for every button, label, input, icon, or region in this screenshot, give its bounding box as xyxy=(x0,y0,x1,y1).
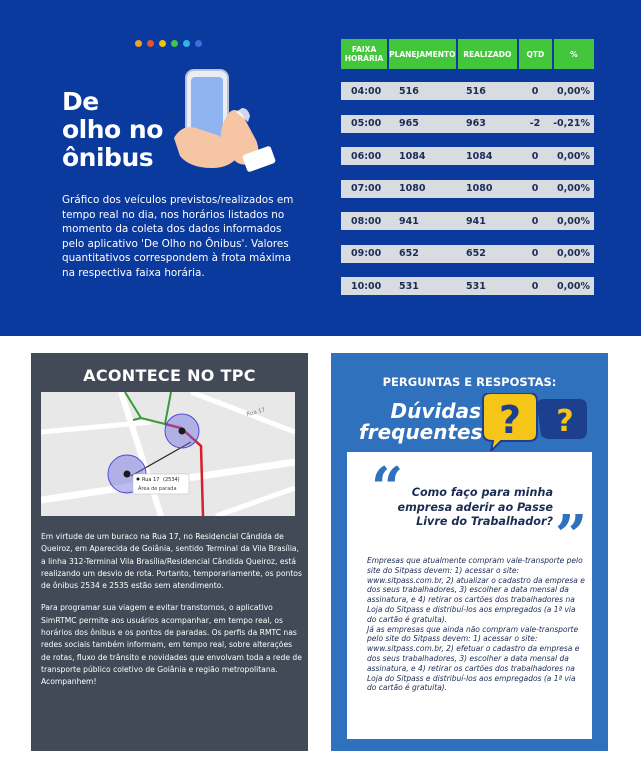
faq-answer-paragraph: Empresas que atualmente compram vale-transporte pelo site do Sitpass devem: 1) acessar o site: www.sitpass.com.br, 2) atualizar o cadastro da empresa e dos seus trabalhadores, 3) escolher a data mensal da assinatura, e 4) retirar os cartões dos trabalhadores na Loja do Sitpass e distribuí-los aos empregados (a 1ª via do cartão é gratuita). xyxy=(367,556,585,624)
title-line: ônibus xyxy=(62,143,154,172)
table-row xyxy=(341,212,594,230)
table-cell: 0,00% xyxy=(557,248,590,259)
map-popup-sub: Área de parada xyxy=(138,486,177,492)
table-cell: 965 xyxy=(399,118,419,129)
table-cell: 0,00% xyxy=(557,280,590,292)
table-cell: 0 xyxy=(531,85,539,97)
svg-text:?: ? xyxy=(556,404,574,439)
faq-title xyxy=(359,401,481,443)
table-row xyxy=(341,82,594,100)
dot-icon xyxy=(171,40,178,47)
table-cell: 0 xyxy=(531,215,539,227)
table-cell: 0,00% xyxy=(557,183,590,194)
table-cell: 963 xyxy=(466,118,486,129)
hand-phone-icon xyxy=(172,64,282,174)
title-line: De xyxy=(62,87,99,116)
table-cell: 08:00 xyxy=(351,215,382,227)
dot-icon xyxy=(135,40,142,47)
tpc-paragraph: Em virtude de um buraco na Rua 17, no Residencial Cândida de Queiroz, em Aparecida de Goiânia, sentido Terminal da Vila Brasília, a linha 312-Terminal Vila Brasília/Residencial Cândida Queiroz, está realizando um desvio de rota. Portanto, temporariamente, os pontos de ônibus 2534 e 2535 estão sem atendimento. xyxy=(41,532,302,591)
top-banner xyxy=(0,0,641,336)
table-cell: 652 xyxy=(399,248,419,259)
dot-icon xyxy=(159,40,166,47)
title-line: olho no xyxy=(62,115,163,144)
table-row xyxy=(341,277,594,295)
table-cell: 941 xyxy=(399,215,419,227)
faq-panel xyxy=(331,353,608,751)
table-row xyxy=(341,115,594,133)
column-header: % xyxy=(554,39,594,69)
table-cell: 06:00 xyxy=(351,150,382,162)
column-header: PLANEJAMENTO xyxy=(389,39,455,69)
table-cell: 05:00 xyxy=(351,118,382,129)
table-cell: 1084 xyxy=(466,150,493,162)
faq-title-line: Dúvidas xyxy=(390,399,481,423)
table-body xyxy=(341,82,594,295)
faq-kicker: PERGUNTAS E RESPOSTAS: xyxy=(382,375,557,389)
faq-answer xyxy=(367,556,585,693)
map-popup-code: (2534) xyxy=(163,477,180,483)
table-cell: 652 xyxy=(466,248,486,259)
faq-answer-paragraph: Já as empresas que ainda não compram vale-transporte pelo site do Sitpass devem: 1) acessar o site: www.sitpass.com.br, 2) efetuar o cadastro da empresa e dos seus trabalhadores, 3) escolher a data mensal da assinatura, e 4) retirar os cartões dos trabalhadores na Loja do Sitpass e distribuí-los aos empregados (a 1ª via do cartão é gratuita). xyxy=(367,624,580,693)
tpc-body xyxy=(41,531,303,699)
table-cell: 09:00 xyxy=(351,248,382,259)
table-cell: 07:00 xyxy=(351,183,382,194)
table-cell: 0,00% xyxy=(557,150,590,162)
column-header: REALIZADO xyxy=(458,39,518,69)
tpc-title: ACONTECE NO TPC xyxy=(83,366,256,385)
dot-icon xyxy=(147,40,154,47)
table-cell: 531 xyxy=(399,280,419,292)
faq-title-line: frequentes xyxy=(359,420,483,444)
table-row xyxy=(341,245,594,263)
faq-card xyxy=(347,452,592,739)
table-cell: 531 xyxy=(466,280,486,292)
table-cell: 1080 xyxy=(399,183,426,194)
column-header: QTD xyxy=(519,39,552,69)
tpc-news-panel xyxy=(31,353,308,751)
table-cell: 0,00% xyxy=(557,85,590,97)
table-cell: 1080 xyxy=(466,183,493,194)
question-bubbles-icon xyxy=(479,393,589,451)
map-popup-label: Rua 17 xyxy=(142,477,160,483)
table-cell: 1084 xyxy=(399,150,426,162)
decorative-dots xyxy=(135,40,202,47)
table-cell: 516 xyxy=(466,85,486,97)
table-cell: 0 xyxy=(531,150,539,162)
dot-icon xyxy=(195,40,202,47)
table-cell: 0 xyxy=(531,248,539,259)
table-cell: 10:00 xyxy=(351,280,382,292)
table-row xyxy=(341,147,594,165)
column-header: FAIXA HORÁRIA xyxy=(341,39,387,69)
table-cell: 0,00% xyxy=(557,215,590,227)
intro-text: Gráfico dos veículos previstos/realizados em tempo real no dia, nos horários listados no momento da coleta dos dados informados pelo aplicativo 'De Olho no Ônibus'. Valores quantitativos correspondem à frota máxima na respectiva faixa horária. xyxy=(62,194,294,279)
tpc-paragraph: Para programar sua viagem e evitar transtornos, o aplicativo SimRTMC permite aos usuários acompanhar, em tempo real, os horários dos ônibus e os pontos de paradas. Os perfis da RMTC nas redes sociais também informam, em tempo real, sobre alterações de rotas, fluxo de trânsito e novidades que envolvam toda a rede de transporte público coletivo de Goiânia e região metropolitana. Acompanhem! xyxy=(41,603,302,687)
table-row xyxy=(341,180,594,198)
map-street-label: Rua 17 xyxy=(245,407,267,418)
detour-map xyxy=(41,392,295,516)
svg-text:?: ? xyxy=(498,398,522,442)
table-cell: 0 xyxy=(531,280,539,292)
page-title xyxy=(62,88,163,172)
table-header xyxy=(341,39,594,69)
fleet-table xyxy=(341,39,594,310)
dot-icon xyxy=(183,40,190,47)
faq-question: Como faço para minha empresa aderir ao Passe Livre do Trabalhador? xyxy=(397,486,553,528)
table-cell: 04:00 xyxy=(351,85,382,97)
table-cell: 941 xyxy=(466,215,486,227)
table-cell: -0,21% xyxy=(553,118,590,129)
table-cell: 0 xyxy=(531,183,539,194)
table-cell: 516 xyxy=(399,85,419,97)
quote-open-icon: “ xyxy=(371,455,404,521)
table-cell: -2 xyxy=(529,118,541,129)
quote-close-icon: ” xyxy=(555,503,588,569)
